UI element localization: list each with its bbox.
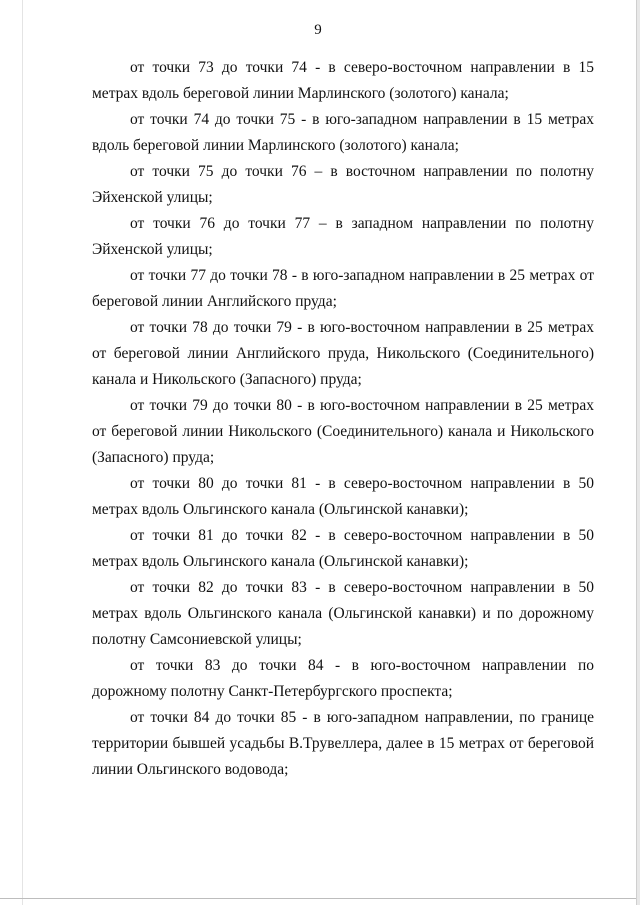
paragraph-point-75-76: от точки 75 до точки 76 – в восточном направлении по полотну Эйхенской улицы; bbox=[92, 163, 594, 206]
scan-edge-line bbox=[22, 0, 23, 905]
paragraph-point-84-85: от точки 84 до точки 85 - в юго-западном направлении, по границе территории бывшей усадьбы В.Трувеллера, далее в 15 метрах от береговой линии Ольгинского водовода; bbox=[92, 709, 594, 778]
paragraph-point-79-80: от точки 79 до точки 80 - в юго-восточном направлении в 25 метрах от береговой линии Никольского (Соединительного) канала и Никольского (Запасного) пруда; bbox=[92, 397, 594, 466]
document-body bbox=[92, 55, 594, 783]
paragraph-point-80-81: от точки 80 до точки 81 - в северо-восточном направлении в 50 метрах вдоль Ольгинского канала (Ольгинской канавки); bbox=[92, 475, 594, 518]
paragraph-point-77-78: от точки 77 до точки 78 - в юго-западном направлении в 25 метрах от береговой линии Английского пруда; bbox=[92, 267, 594, 310]
paragraph-point-83-84: от точки 83 до точки 84 - в юго-восточном направлении по дорожному полотну Санкт-Петербургского проспекта; bbox=[92, 657, 594, 700]
page-number: 9 bbox=[314, 22, 322, 38]
paragraph-point-82-83: от точки 82 до точки 83 - в северо-восточном направлении в 50 метрах вдоль Ольгинского канала (Ольгинской канавки) и по дорожному полотну Самсониевской улицы; bbox=[92, 579, 594, 648]
scan-bottom-edge bbox=[0, 898, 636, 899]
paragraph-point-74-75: от точки 74 до точки 75 - в юго-западном направлении в 15 метрах вдоль береговой линии Марлинского (золотого) канала; bbox=[92, 111, 594, 154]
paragraph-point-76-77: от точки 76 до точки 77 – в западном направлении по полотну Эйхенской улицы; bbox=[92, 215, 594, 258]
paragraph-point-78-79: от точки 78 до точки 79 - в юго-восточном направлении в 25 метрах от береговой линии Английского пруда, Никольского (Соединительного) канала и Никольского (Запасного) пруда; bbox=[92, 319, 594, 388]
paragraph-point-81-82: от точки 81 до точки 82 - в северо-восточном направлении в 50 метрах вдоль Ольгинского канала (Ольгинской канавки); bbox=[92, 527, 594, 570]
paragraph-point-73-74: от точки 73 до точки 74 - в северо-восточном направлении в 15 метрах вдоль береговой линии Марлинского (золотого) канала; bbox=[92, 59, 594, 102]
